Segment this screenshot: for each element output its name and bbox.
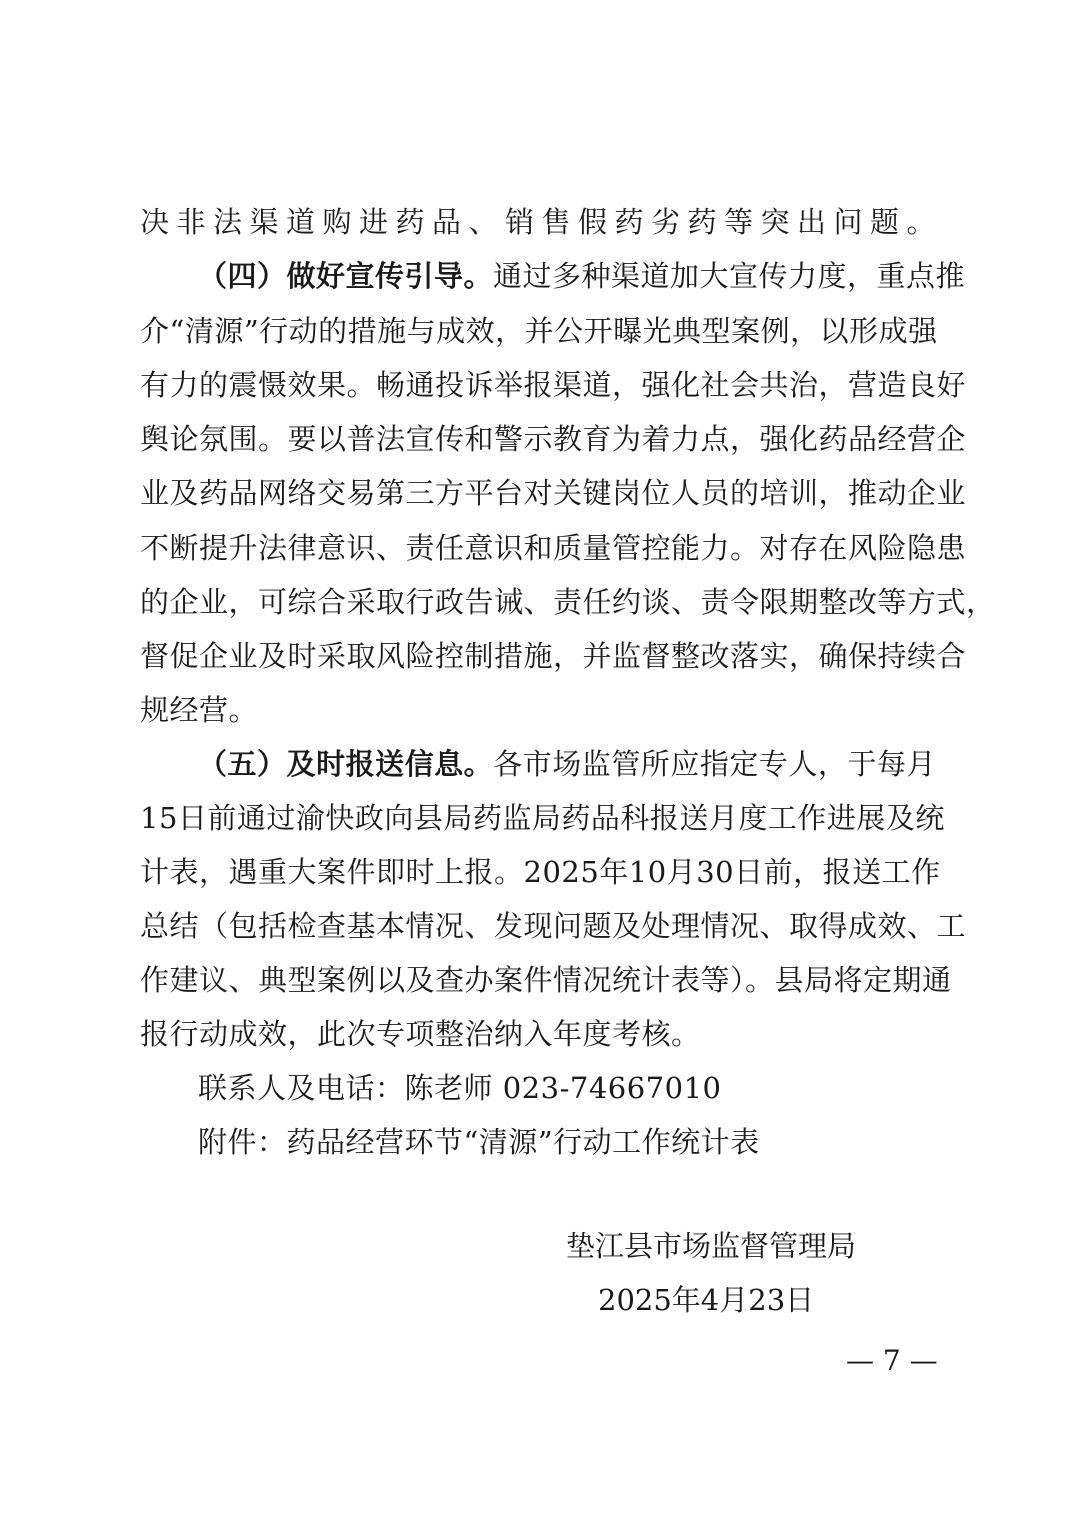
body-line: 作建议、典型案例以及查办案件情况统计表等）。县局将定期通 bbox=[140, 963, 952, 997]
section-4-text: 通过多种渠道加大宣传力度，重点推 bbox=[493, 259, 966, 293]
page-number: — 7 — bbox=[846, 1344, 938, 1377]
body-line: 不断提升法律意识、责任意识和质量管控能力。对存在风险隐患 bbox=[140, 531, 967, 565]
body-line: 15日前通过渝快政向县局药监局药品科报送月度工作进展及统 bbox=[140, 801, 945, 835]
body-line: 决非法渠道购进药品、销售假药劣药等突出问题。 bbox=[140, 205, 936, 239]
body-line: 舆论氛围。要以普法宣传和警示教育为着力点，强化药品经营企 bbox=[140, 422, 967, 456]
body-line: 介“清源”行动的措施与成效，并公开曝光典型案例，以形成强 bbox=[140, 314, 938, 348]
section-5-heading: （五）及时报送信息。 bbox=[198, 747, 494, 781]
body-line: 规经营。 bbox=[140, 693, 259, 727]
body-line: 计表，遇重大案件即时上报。2025年10月30日前，报送工作 bbox=[140, 855, 941, 889]
section-4-heading: （四）做好宣传引导。 bbox=[198, 259, 494, 293]
section-5-text: 各市场监管所应指定专人，于每月 bbox=[493, 747, 936, 781]
attachment-line: 附件：药品经营环节“清源”行动工作统计表 bbox=[198, 1125, 760, 1159]
body-line: 业及药品网络交易第三方平台对关键岗位人员的培训，推动企业 bbox=[140, 476, 967, 510]
contact-line: 联系人及电话：陈老师 023-74667010 bbox=[198, 1071, 722, 1105]
body-line: 报行动成效，此次专项整治纳入年度考核。 bbox=[140, 1017, 701, 1051]
signature-org: 垫江县市场监督管理局 bbox=[566, 1229, 857, 1263]
body-line: 有力的震慑效果。畅通投诉举报渠道，强化社会共治，营造良好 bbox=[140, 368, 967, 402]
signature-date: 2025年4月23日 bbox=[598, 1283, 815, 1317]
section-4-first-line bbox=[198, 258, 966, 294]
body-line: 总结（包括检查基本情况、发现问题及处理情况、取得成效、工 bbox=[140, 909, 967, 943]
body-line: 的企业，可综合采取行政告诫、责任约谈、责令限期整改等方式， bbox=[140, 585, 996, 619]
body-line: 督促企业及时采取风险控制措施，并监督整改落实，确保持续合 bbox=[140, 639, 967, 673]
section-5-first-line bbox=[198, 746, 936, 782]
